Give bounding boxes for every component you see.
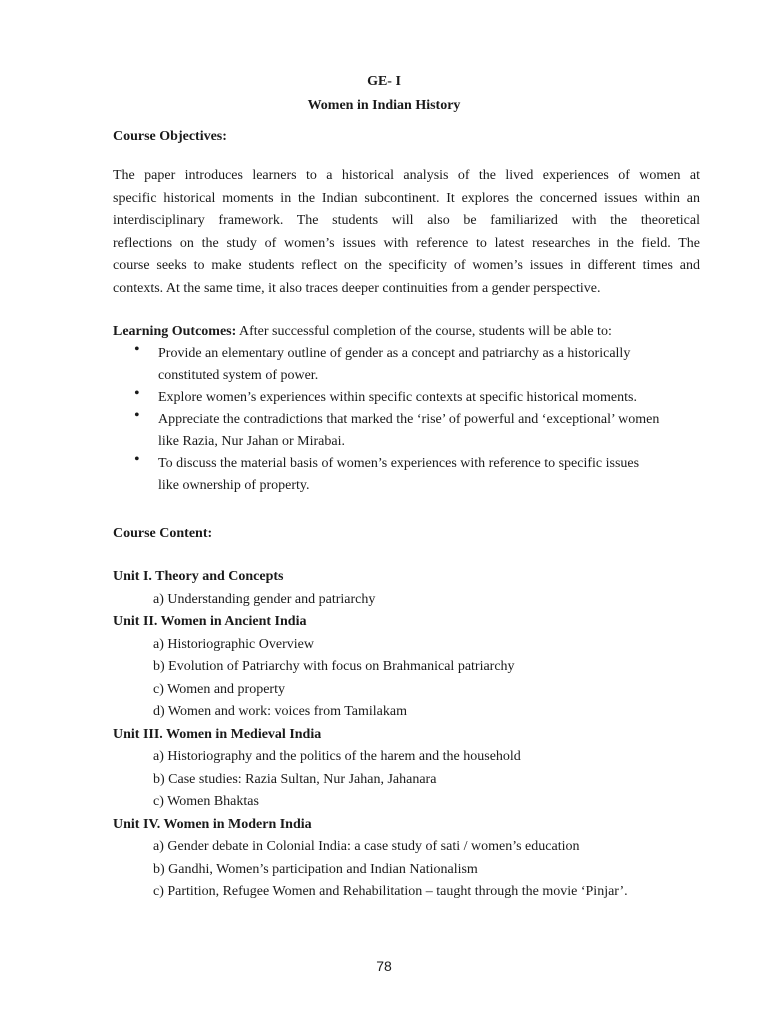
unit-topic: c) Women and property <box>153 681 285 697</box>
unit-topic: b) Gandhi, Women’s participation and Indian Nationalism <box>153 861 478 877</box>
objectives-heading: Course Objectives: <box>113 129 227 144</box>
unit-title: Unit IV. Women in Modern India <box>113 816 312 832</box>
unit-topic: b) Evolution of Patriarchy with focus on Brahmanical patriarchy <box>153 659 515 674</box>
unit-topic: a) Gender debate in Colonial India: a case study of sati / women’s education <box>153 839 580 854</box>
content-section <box>113 524 700 544</box>
outcomes-section <box>113 321 700 497</box>
unit-topic: a) Historiographic Overview <box>153 636 314 652</box>
list-item-text: Provide an elementary outline of gender as a concept and patriarchy as a historically <box>158 346 631 361</box>
objectives-line: interdisciplinary framework. The students will also be familiarized with the theoretical <box>113 213 700 229</box>
unit-topic: a) Understanding gender and patriarchy <box>153 591 376 607</box>
list-item-text: Appreciate the contradictions that marked the ‘rise’ of powerful and ‘exceptional’ women <box>158 412 660 427</box>
bullet-icon: • <box>134 341 140 358</box>
page-number: 78 <box>376 958 392 974</box>
outcomes-heading: Learning Outcomes: <box>113 324 237 339</box>
list-item <box>113 409 700 453</box>
outcomes-list <box>113 343 700 497</box>
bullet-icon: • <box>134 451 140 468</box>
unit-topic: c) Partition, Refugee Women and Rehabilitation – taught through the movie ‘Pinjar’. <box>153 884 628 899</box>
unit-topic: a) Historiography and the politics of the harem and the household <box>153 749 521 764</box>
page-header <box>0 70 768 118</box>
list-item <box>113 387 700 409</box>
units-list <box>113 566 700 904</box>
course-code: GE- I <box>367 74 401 89</box>
unit-title: Unit I. Theory and Concepts <box>113 569 284 584</box>
objectives-line: specific historical moments in the Indian subcontinent. It explores the concerned issues within an <box>113 190 700 206</box>
outcomes-intro-line <box>113 321 700 343</box>
outcomes-intro: After successful completion of the course, students will be able to: <box>236 324 612 339</box>
unit-topic: d) Women and work: voices from Tamilakam <box>153 704 407 719</box>
list-item-text: Explore women’s experiences within specific contexts at specific historical moments. <box>158 390 637 405</box>
unit-title: Unit II. Women in Ancient India <box>113 614 307 629</box>
list-item <box>113 453 700 497</box>
list-item-text: To discuss the material basis of women’s experiences with reference to specific issues <box>158 456 640 471</box>
objectives-line: The paper introduces learners to a historical analysis of the lived experiences of women at <box>113 168 700 183</box>
objectives-section <box>113 127 700 147</box>
course-title: Women in Indian History <box>307 98 461 113</box>
objectives-paragraph <box>113 165 700 301</box>
list-item <box>113 343 700 387</box>
content-heading: Course Content: <box>113 526 213 541</box>
list-item-text: like ownership of property. <box>158 478 310 493</box>
objectives-line: reflections on the study of women’s issues with reference to latest researches in the field. The <box>113 235 700 251</box>
bullet-icon: • <box>134 385 140 402</box>
bullet-icon: • <box>134 407 140 424</box>
unit-title: Unit III. Women in Medieval India <box>113 726 322 742</box>
objectives-line: course seeks to make students reflect on the specificity of women’s issues in different times and <box>113 258 700 274</box>
list-item-text: constituted system of power. <box>158 368 319 383</box>
list-item-text: like Razia, Nur Jahan or Mirabai. <box>158 434 345 449</box>
unit-topic: b) Case studies: Razia Sultan, Nur Jahan, Jahanara <box>153 771 437 787</box>
unit-topic: c) Women Bhaktas <box>153 794 259 809</box>
objectives-line: contexts. At the same time, it also traces deeper continuities from a gender perspective. <box>113 280 601 296</box>
